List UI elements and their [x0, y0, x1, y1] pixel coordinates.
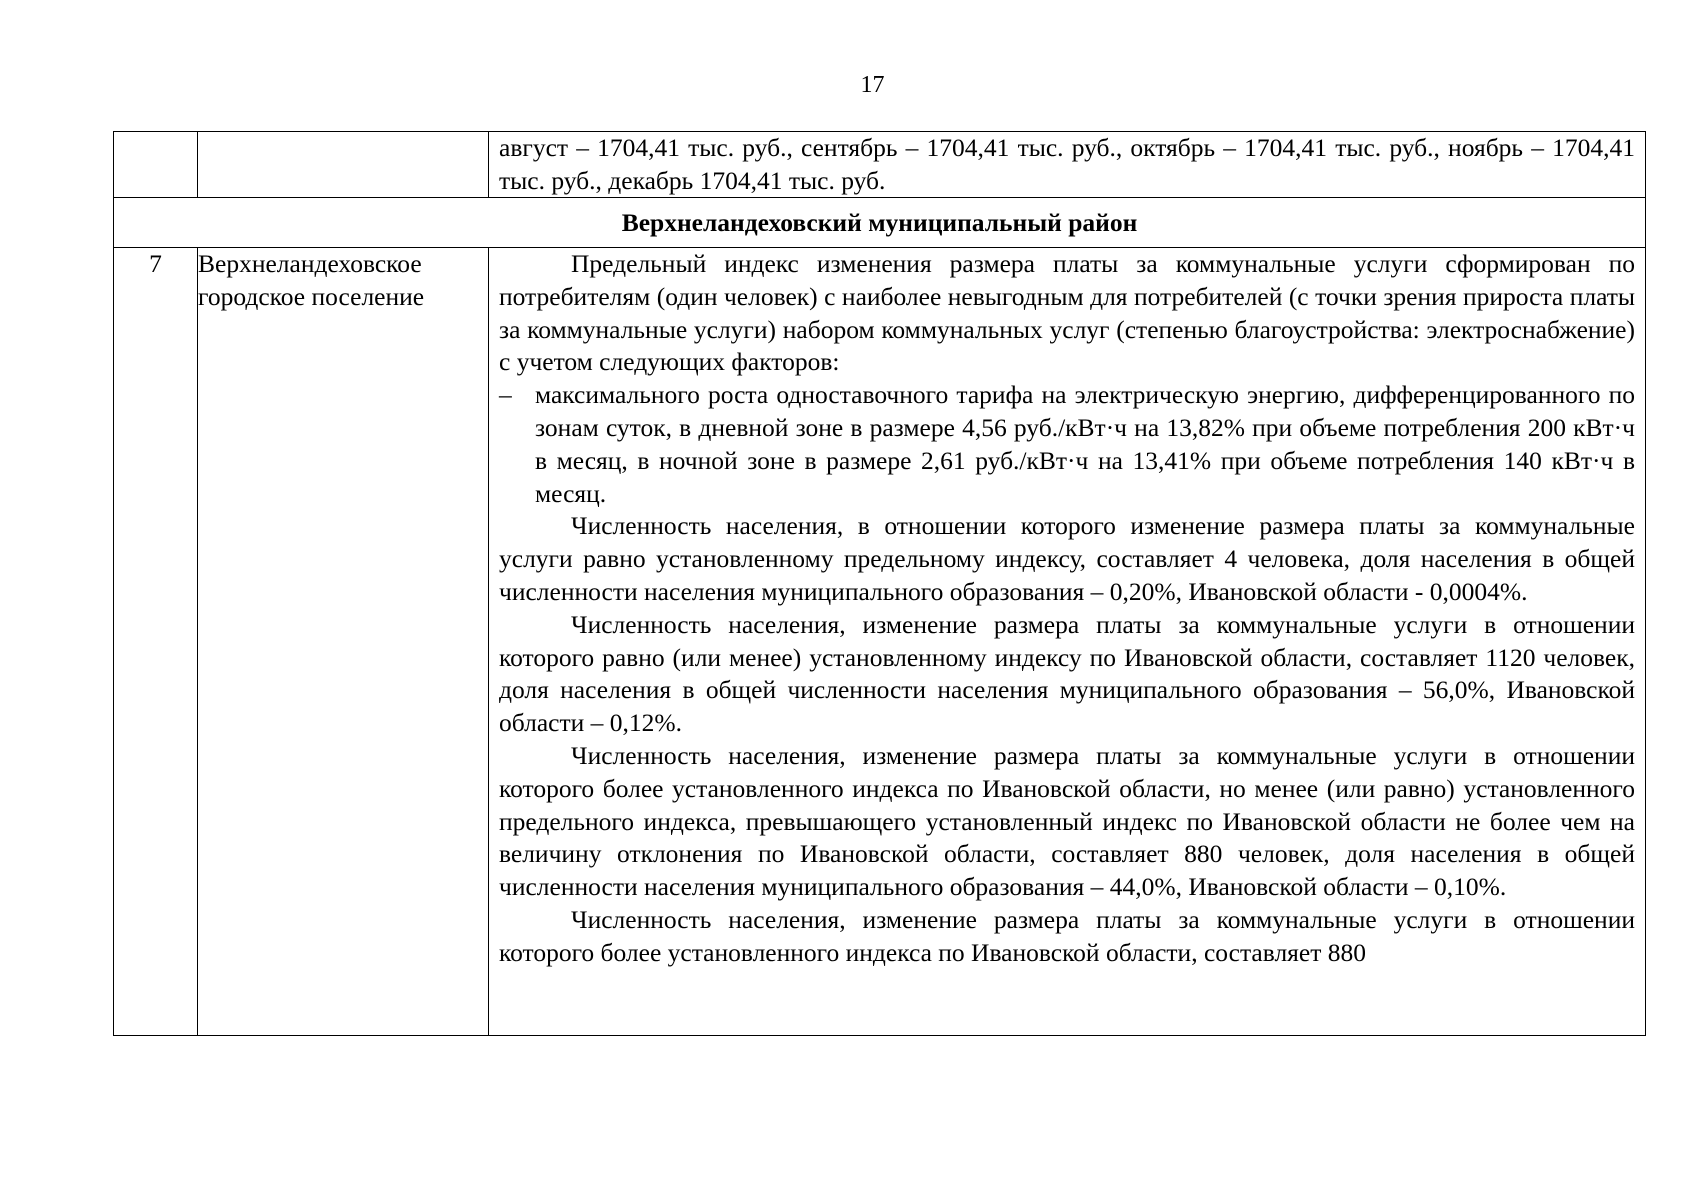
continuation-row: [114, 132, 1646, 198]
table-row: [114, 248, 1646, 1036]
bullet-dash: –: [499, 380, 512, 410]
continuation-text-cell: [489, 132, 1646, 198]
continuation-name-cell: [198, 132, 489, 198]
page-number: 17: [860, 72, 885, 98]
paragraph-4: Численность населения, изменение размера платы за коммунальные услуги в отношении которого более установленного индекса по Ивановской области, составляет 880: [499, 904, 1635, 967]
district-heading-row: [114, 198, 1646, 248]
district-heading-cell: [114, 198, 1646, 248]
document-table: [113, 131, 1646, 1036]
settlement-name: Верхнеландеховское городское поселение: [198, 248, 489, 1036]
row-content-cell: [489, 248, 1646, 1036]
bullet-item: [499, 379, 1635, 510]
intro-paragraph: Предельный индекс изменения размера платы за коммунальные услуги сформирован по потребителям (один человек) с наиболее невыгодным для потребителей (с точки зрения прироста платы за коммунальные услуги) набором коммунальных услуг (степенью благоустройства: электроснабжение) с учетом следующих факторов:: [499, 249, 1635, 377]
continuation-number-cell: [114, 132, 198, 198]
bullet-text: максимального роста одноставочного тарифа на электрическую энергию, дифференцированного по зонам суток, в дневной зоне в размере 4,56 руб./кВт·ч на 13,82% при объеме потребления 200 кВт·ч в месяц, в ночной зоне в размере 2,61 руб./кВт·ч на 13,41% при объеме потребления 140 кВт·ч в месяц.: [535, 380, 1635, 508]
paragraph-3: Численность населения, изменение размера платы за коммунальные услуги в отношении которого более установленного индекса по Ивановской области, но менее (или равно) установленного предельного индекса, превышающего установленный индекс по Ивановской области не более чем на величину отклонения по Ивановской области, составляет 880 человек, доля населения в общей численности населения муниципального образования – 44,0%, Ивановской области – 0,10%.: [499, 740, 1635, 902]
row-number: 7: [114, 248, 198, 1036]
row-content: [489, 248, 1645, 1035]
district-heading: Верхнеландеховский муниципальный район: [621, 208, 1138, 237]
continuation-text: август – 1704,41 тыс. руб., сентябрь – 1704,41 тыс. руб., октябрь – 1704,41 тыс. руб., ноябрь – 1704,41 тыс. руб., декабрь 1704,41 тыс. руб.: [499, 133, 1635, 195]
paragraph-1: Численность населения, в отношении которого изменение размера платы за коммунальные услуги равно установленному предельному индексу, составляет 4 человека, доля населения в общей численности населения муниципального образования – 0,20%, Ивановской области - 0,0004%.: [499, 511, 1635, 606]
paragraph-2: Численность населения, изменение размера платы за коммунальные услуги в отношении которого равно (или менее) установленному индексу по Ивановской области, составляет 1120 человек, доля населения в общей численности населения муниципального образования – 56,0%, Ивановской области – 0,12%.: [499, 609, 1635, 738]
